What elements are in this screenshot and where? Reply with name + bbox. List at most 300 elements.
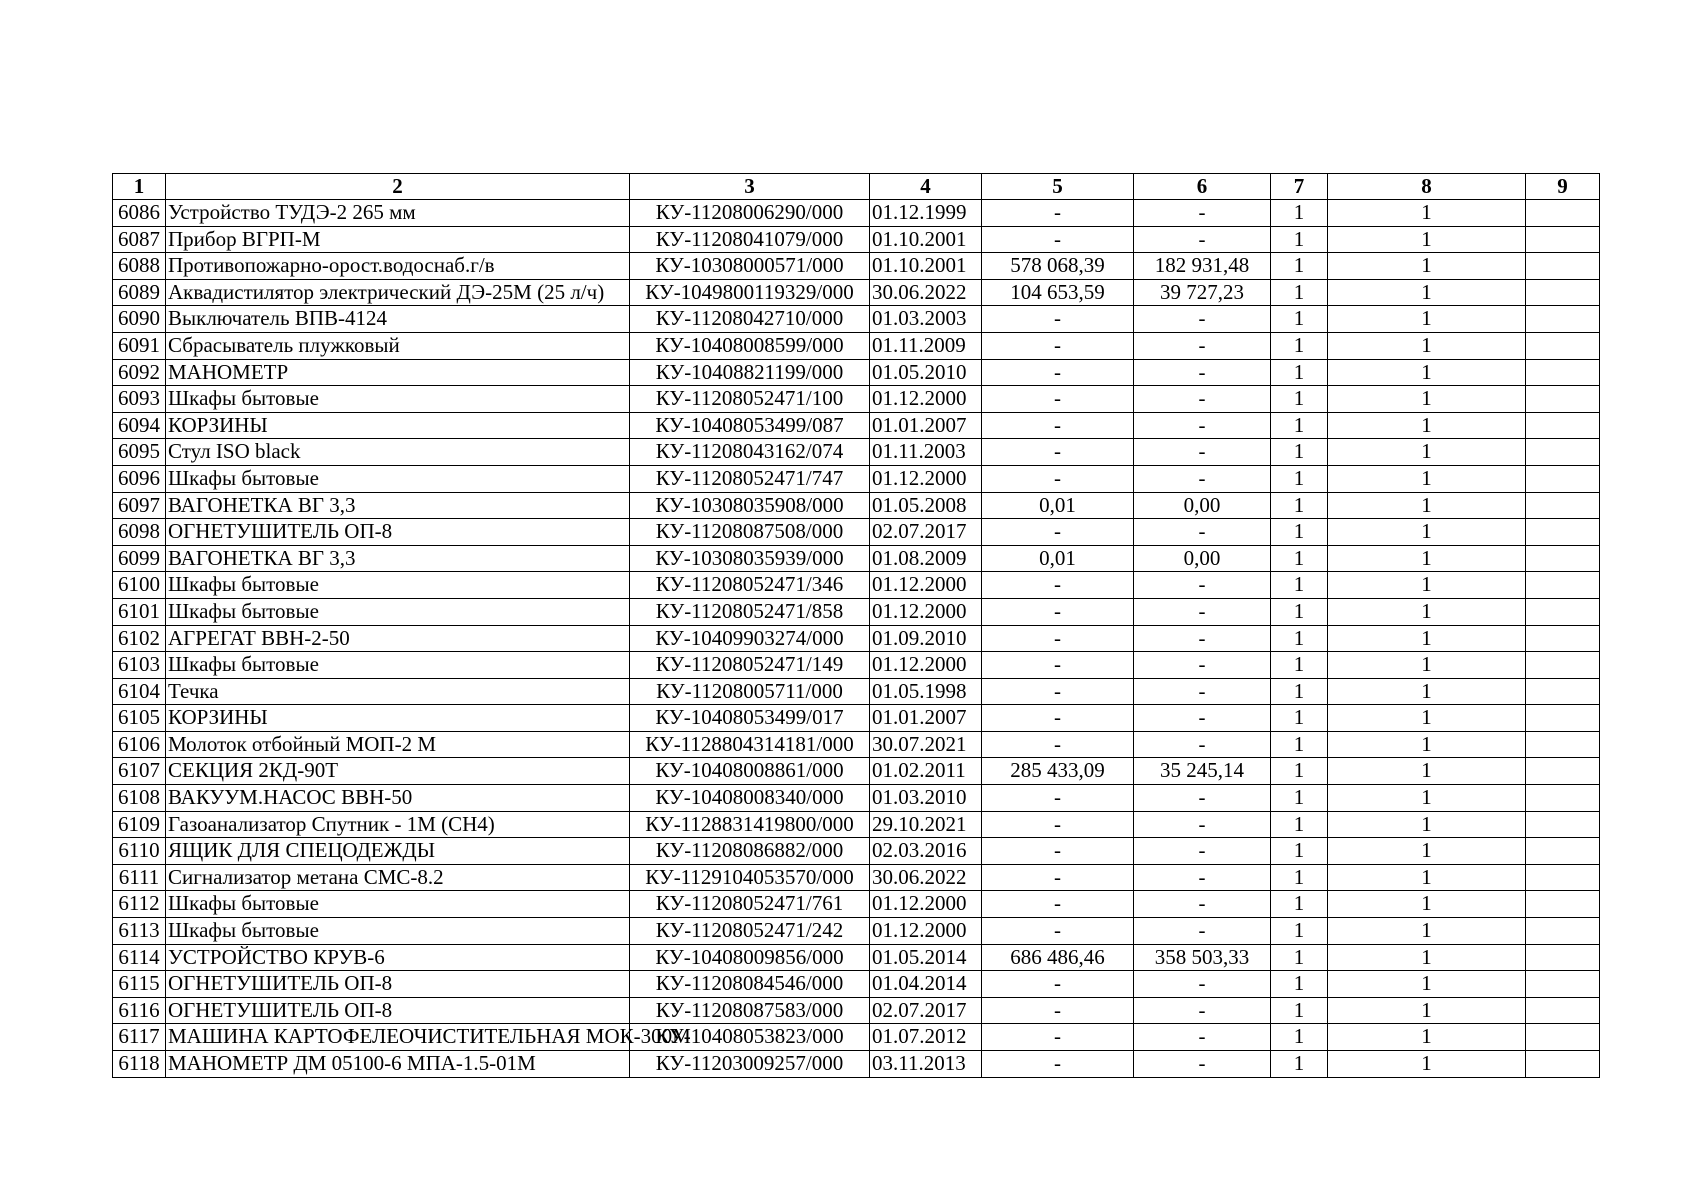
date-cell: 01.12.2000: [870, 652, 982, 679]
table-row: [113, 891, 1600, 918]
inventory-code: КУ-10409903274/000: [630, 625, 870, 652]
value-col6: -: [1134, 785, 1271, 812]
value-col9: [1526, 332, 1600, 359]
column-header: 7: [1271, 174, 1328, 200]
value-col7: 1: [1271, 332, 1328, 359]
value-col8: 1: [1328, 226, 1526, 253]
value-col6: 358 503,33: [1134, 944, 1271, 971]
value-col5: -: [982, 652, 1134, 679]
value-col7: 1: [1271, 758, 1328, 785]
date-cell: 02.03.2016: [870, 838, 982, 865]
value-col7: 1: [1271, 944, 1328, 971]
value-col8: 1: [1328, 598, 1526, 625]
row-number: 6105: [113, 705, 166, 732]
item-name: СЕКЦИЯ 2КД-90Т: [166, 758, 630, 785]
value-col7: 1: [1271, 359, 1328, 386]
value-col9: [1526, 386, 1600, 413]
value-col6: 35 245,14: [1134, 758, 1271, 785]
value-col9: [1526, 572, 1600, 599]
value-col8: 1: [1328, 652, 1526, 679]
column-header: 5: [982, 174, 1134, 200]
date-cell: 01.12.2000: [870, 891, 982, 918]
value-col7: 1: [1271, 226, 1328, 253]
date-cell: 29.10.2021: [870, 811, 982, 838]
date-cell: 01.05.2008: [870, 492, 982, 519]
value-col7: 1: [1271, 678, 1328, 705]
value-col9: [1526, 705, 1600, 732]
value-col5: -: [982, 332, 1134, 359]
date-cell: 01.03.2003: [870, 306, 982, 333]
table-row: [113, 359, 1600, 386]
value-col6: -: [1134, 918, 1271, 945]
value-col5: -: [982, 226, 1134, 253]
date-cell: 01.08.2009: [870, 545, 982, 572]
value-col9: [1526, 944, 1600, 971]
date-cell: 01.09.2010: [870, 625, 982, 652]
inventory-code: КУ-10408009856/000: [630, 944, 870, 971]
inventory-code: КУ-11208087583/000: [630, 997, 870, 1024]
row-number: 6091: [113, 332, 166, 359]
value-col6: -: [1134, 971, 1271, 998]
value-col7: 1: [1271, 386, 1328, 413]
date-cell: 01.12.2000: [870, 572, 982, 599]
column-header: 8: [1328, 174, 1526, 200]
value-col6: -: [1134, 598, 1271, 625]
inventory-code: КУ-11208042710/000: [630, 306, 870, 333]
inventory-code: КУ-10408053823/000: [630, 1024, 870, 1051]
value-col6: -: [1134, 226, 1271, 253]
value-col9: [1526, 519, 1600, 546]
value-col7: 1: [1271, 306, 1328, 333]
row-number: 6093: [113, 386, 166, 413]
item-name: Аквадистилятор электрический ДЭ-25М (25 л/ч): [166, 279, 630, 306]
value-col5: 686 486,46: [982, 944, 1134, 971]
value-col9: [1526, 492, 1600, 519]
value-col8: 1: [1328, 519, 1526, 546]
value-col8: 1: [1328, 279, 1526, 306]
value-col7: 1: [1271, 731, 1328, 758]
value-col5: -: [982, 625, 1134, 652]
value-col9: [1526, 1024, 1600, 1051]
date-cell: 01.01.2007: [870, 412, 982, 439]
value-col8: 1: [1328, 997, 1526, 1024]
value-col6: -: [1134, 412, 1271, 439]
row-number: 6113: [113, 918, 166, 945]
date-cell: 01.05.1998: [870, 678, 982, 705]
row-number: 6098: [113, 519, 166, 546]
value-col6: -: [1134, 439, 1271, 466]
item-name: Противопожарно-орост.водоснаб.г/в: [166, 253, 630, 280]
inventory-code: КУ-10408821199/000: [630, 359, 870, 386]
value-col8: 1: [1328, 705, 1526, 732]
value-col5: -: [982, 572, 1134, 599]
date-cell: 02.07.2017: [870, 997, 982, 1024]
value-col8: 1: [1328, 838, 1526, 865]
value-col5: -: [982, 200, 1134, 227]
value-col6: -: [1134, 997, 1271, 1024]
value-col9: [1526, 678, 1600, 705]
date-cell: 01.12.1999: [870, 200, 982, 227]
item-name: АГРЕГАТ ВВН-2-50: [166, 625, 630, 652]
table-row: [113, 918, 1600, 945]
table-row: [113, 997, 1600, 1024]
value-col8: 1: [1328, 785, 1526, 812]
inventory-code: КУ-11208052471/747: [630, 465, 870, 492]
item-name: ОГНЕТУШИТЕЛЬ ОП-8: [166, 997, 630, 1024]
value-col7: 1: [1271, 891, 1328, 918]
value-col7: 1: [1271, 545, 1328, 572]
value-col5: -: [982, 731, 1134, 758]
value-col9: [1526, 652, 1600, 679]
value-col5: 0,01: [982, 492, 1134, 519]
value-col7: 1: [1271, 811, 1328, 838]
value-col7: 1: [1271, 838, 1328, 865]
table-row: [113, 785, 1600, 812]
item-name: Шкафы бытовые: [166, 891, 630, 918]
value-col8: 1: [1328, 1051, 1526, 1078]
inventory-code: КУ-11208052471/858: [630, 598, 870, 625]
value-col7: 1: [1271, 997, 1328, 1024]
value-col8: 1: [1328, 412, 1526, 439]
column-header: 6: [1134, 174, 1271, 200]
row-number: 6104: [113, 678, 166, 705]
value-col5: -: [982, 838, 1134, 865]
item-name: Шкафы бытовые: [166, 918, 630, 945]
value-col9: [1526, 226, 1600, 253]
value-col7: 1: [1271, 1051, 1328, 1078]
value-col8: 1: [1328, 332, 1526, 359]
table-row: [113, 731, 1600, 758]
table-row: [113, 1051, 1600, 1078]
value-col8: 1: [1328, 386, 1526, 413]
value-col8: 1: [1328, 731, 1526, 758]
value-col5: -: [982, 306, 1134, 333]
value-col5: -: [982, 811, 1134, 838]
table-row: [113, 838, 1600, 865]
inventory-code: КУ-11208041079/000: [630, 226, 870, 253]
row-number: 6087: [113, 226, 166, 253]
value-col8: 1: [1328, 200, 1526, 227]
value-col5: -: [982, 891, 1134, 918]
inventory-table: [112, 173, 1600, 1078]
column-header: 9: [1526, 174, 1600, 200]
value-col9: [1526, 971, 1600, 998]
value-col6: -: [1134, 705, 1271, 732]
value-col6: -: [1134, 838, 1271, 865]
table-row: [113, 200, 1600, 227]
value-col9: [1526, 465, 1600, 492]
value-col6: -: [1134, 386, 1271, 413]
date-cell: 01.05.2014: [870, 944, 982, 971]
value-col6: -: [1134, 200, 1271, 227]
value-col5: -: [982, 918, 1134, 945]
item-name: Сбрасыватель плужковый: [166, 332, 630, 359]
row-number: 6097: [113, 492, 166, 519]
table-row: [113, 598, 1600, 625]
inventory-code: КУ-11208005711/000: [630, 678, 870, 705]
inventory-code: КУ-11208052471/149: [630, 652, 870, 679]
inventory-code: КУ-11208084546/000: [630, 971, 870, 998]
value-col7: 1: [1271, 492, 1328, 519]
table-row: [113, 412, 1600, 439]
value-col7: 1: [1271, 598, 1328, 625]
value-col6: -: [1134, 731, 1271, 758]
value-col8: 1: [1328, 439, 1526, 466]
value-col7: 1: [1271, 918, 1328, 945]
value-col5: -: [982, 1024, 1134, 1051]
column-header: 4: [870, 174, 982, 200]
value-col6: -: [1134, 625, 1271, 652]
value-col9: [1526, 864, 1600, 891]
value-col6: -: [1134, 652, 1271, 679]
table-row: [113, 864, 1600, 891]
inventory-sheet: [112, 173, 1599, 1078]
item-name: ОГНЕТУШИТЕЛЬ ОП-8: [166, 519, 630, 546]
inventory-code: КУ-11208052471/346: [630, 572, 870, 599]
item-name: ОГНЕТУШИТЕЛЬ ОП-8: [166, 971, 630, 998]
row-number: 6115: [113, 971, 166, 998]
value-col8: 1: [1328, 465, 1526, 492]
value-col7: 1: [1271, 625, 1328, 652]
value-col8: 1: [1328, 758, 1526, 785]
row-number: 6089: [113, 279, 166, 306]
table-row: [113, 678, 1600, 705]
item-name: Молоток отбойный МОП-2 М: [166, 731, 630, 758]
value-col5: -: [982, 1051, 1134, 1078]
value-col8: 1: [1328, 944, 1526, 971]
inventory-code: КУ-1129104053570/000: [630, 864, 870, 891]
value-col7: 1: [1271, 705, 1328, 732]
date-cell: 01.10.2001: [870, 253, 982, 280]
value-col8: 1: [1328, 971, 1526, 998]
inventory-code: КУ-10308000571/000: [630, 253, 870, 280]
row-number: 6118: [113, 1051, 166, 1078]
value-col6: -: [1134, 359, 1271, 386]
value-col9: [1526, 758, 1600, 785]
value-col9: [1526, 598, 1600, 625]
item-name: ВАГОНЕТКА ВГ 3,3: [166, 492, 630, 519]
value-col6: 0,00: [1134, 492, 1271, 519]
row-number: 6110: [113, 838, 166, 865]
value-col5: -: [982, 785, 1134, 812]
row-number: 6095: [113, 439, 166, 466]
row-number: 6107: [113, 758, 166, 785]
inventory-code: КУ-10408008340/000: [630, 785, 870, 812]
value-col8: 1: [1328, 492, 1526, 519]
date-cell: 01.10.2001: [870, 226, 982, 253]
item-name: ВАКУУМ.НАСОС ВВН-50: [166, 785, 630, 812]
table-row: [113, 332, 1600, 359]
inventory-code: КУ-11208052471/242: [630, 918, 870, 945]
value-col9: [1526, 918, 1600, 945]
value-col5: 578 068,39: [982, 253, 1134, 280]
item-name: ВАГОНЕТКА ВГ 3,3: [166, 545, 630, 572]
value-col9: [1526, 439, 1600, 466]
date-cell: 01.12.2000: [870, 465, 982, 492]
item-name: Шкафы бытовые: [166, 598, 630, 625]
row-number: 6117: [113, 1024, 166, 1051]
table-row: [113, 811, 1600, 838]
value-col9: [1526, 200, 1600, 227]
row-number: 6088: [113, 253, 166, 280]
inventory-code: КУ-11208006290/000: [630, 200, 870, 227]
date-cell: 30.06.2022: [870, 864, 982, 891]
column-header: 2: [166, 174, 630, 200]
value-col5: -: [982, 997, 1134, 1024]
inventory-code: КУ-10408008861/000: [630, 758, 870, 785]
date-cell: 01.12.2000: [870, 598, 982, 625]
value-col8: 1: [1328, 253, 1526, 280]
date-cell: 02.07.2017: [870, 519, 982, 546]
value-col6: -: [1134, 678, 1271, 705]
row-number: 6103: [113, 652, 166, 679]
value-col8: 1: [1328, 359, 1526, 386]
date-cell: 01.05.2010: [870, 359, 982, 386]
value-col5: -: [982, 519, 1134, 546]
header-row: [113, 174, 1600, 200]
value-col7: 1: [1271, 412, 1328, 439]
table-row: [113, 705, 1600, 732]
value-col5: -: [982, 705, 1134, 732]
inventory-code: КУ-11208087508/000: [630, 519, 870, 546]
value-col5: -: [982, 439, 1134, 466]
value-col9: [1526, 997, 1600, 1024]
item-name: КОРЗИНЫ: [166, 412, 630, 439]
item-name: Шкафы бытовые: [166, 386, 630, 413]
row-number: 6094: [113, 412, 166, 439]
value-col7: 1: [1271, 439, 1328, 466]
row-number: 6092: [113, 359, 166, 386]
inventory-code: КУ-10408053499/017: [630, 705, 870, 732]
value-col6: -: [1134, 1051, 1271, 1078]
value-col6: 182 931,48: [1134, 253, 1271, 280]
value-col5: 0,01: [982, 545, 1134, 572]
value-col6: -: [1134, 864, 1271, 891]
value-col6: -: [1134, 891, 1271, 918]
item-name: Шкафы бытовые: [166, 572, 630, 599]
value-col9: [1526, 545, 1600, 572]
table-row: [113, 519, 1600, 546]
item-name: МАНОМЕТР: [166, 359, 630, 386]
inventory-code: КУ-11203009257/000: [630, 1051, 870, 1078]
value-col7: 1: [1271, 652, 1328, 679]
table-row: [113, 492, 1600, 519]
date-cell: 01.01.2007: [870, 705, 982, 732]
row-number: 6086: [113, 200, 166, 227]
date-cell: 01.11.2003: [870, 439, 982, 466]
inventory-code: КУ-1128831419800/000: [630, 811, 870, 838]
value-col7: 1: [1271, 253, 1328, 280]
row-number: 6101: [113, 598, 166, 625]
value-col7: 1: [1271, 279, 1328, 306]
value-col9: [1526, 306, 1600, 333]
table-row: [113, 306, 1600, 333]
row-number: 6096: [113, 465, 166, 492]
value-col8: 1: [1328, 572, 1526, 599]
value-col9: [1526, 891, 1600, 918]
value-col8: 1: [1328, 811, 1526, 838]
value-col8: 1: [1328, 545, 1526, 572]
column-header: 3: [630, 174, 870, 200]
table-row: [113, 572, 1600, 599]
row-number: 6090: [113, 306, 166, 333]
item-name: ЯЩИК ДЛЯ СПЕЦОДЕЖДЫ: [166, 838, 630, 865]
row-number: 6116: [113, 997, 166, 1024]
value-col8: 1: [1328, 306, 1526, 333]
row-number: 6108: [113, 785, 166, 812]
table-row: [113, 758, 1600, 785]
row-number: 6111: [113, 864, 166, 891]
table-row: [113, 971, 1600, 998]
item-name: КОРЗИНЫ: [166, 705, 630, 732]
table-row: [113, 465, 1600, 492]
value-col5: -: [982, 412, 1134, 439]
row-number: 6112: [113, 891, 166, 918]
item-name: Стул ISO black: [166, 439, 630, 466]
value-col7: 1: [1271, 1024, 1328, 1051]
value-col9: [1526, 253, 1600, 280]
inventory-code: КУ-11208052471/761: [630, 891, 870, 918]
row-number: 6106: [113, 731, 166, 758]
row-number: 6109: [113, 811, 166, 838]
value-col8: 1: [1328, 678, 1526, 705]
value-col5: -: [982, 864, 1134, 891]
value-col9: [1526, 838, 1600, 865]
value-col6: -: [1134, 519, 1271, 546]
value-col5: -: [982, 359, 1134, 386]
item-name: МАШИНА КАРТОФЕЛЕОЧИСТИТЕЛЬНАЯ МОК-300М: [166, 1024, 630, 1051]
value-col5: -: [982, 971, 1134, 998]
table-row: [113, 279, 1600, 306]
value-col8: 1: [1328, 1024, 1526, 1051]
value-col6: -: [1134, 572, 1271, 599]
date-cell: 30.06.2022: [870, 279, 982, 306]
table-row: [113, 439, 1600, 466]
value-col9: [1526, 359, 1600, 386]
item-name: Течка: [166, 678, 630, 705]
value-col7: 1: [1271, 200, 1328, 227]
value-col9: [1526, 785, 1600, 812]
item-name: Шкафы бытовые: [166, 465, 630, 492]
table-row: [113, 386, 1600, 413]
value-col9: [1526, 625, 1600, 652]
table-row: [113, 625, 1600, 652]
date-cell: 01.04.2014: [870, 971, 982, 998]
item-name: Газоанализатор Спутник - 1М (СН4): [166, 811, 630, 838]
row-number: 6102: [113, 625, 166, 652]
inventory-code: КУ-10408008599/000: [630, 332, 870, 359]
value-col8: 1: [1328, 891, 1526, 918]
value-col5: 104 653,59: [982, 279, 1134, 306]
item-name: Выключатель ВПВ-4124: [166, 306, 630, 333]
table-row: [113, 944, 1600, 971]
value-col8: 1: [1328, 918, 1526, 945]
table-row: [113, 652, 1600, 679]
row-number: 6100: [113, 572, 166, 599]
value-col7: 1: [1271, 465, 1328, 492]
value-col7: 1: [1271, 864, 1328, 891]
value-col6: -: [1134, 306, 1271, 333]
inventory-code: КУ-11208086882/000: [630, 838, 870, 865]
row-number: 6114: [113, 944, 166, 971]
value-col6: -: [1134, 811, 1271, 838]
value-col9: [1526, 279, 1600, 306]
value-col6: 0,00: [1134, 545, 1271, 572]
date-cell: 30.07.2021: [870, 731, 982, 758]
inventory-code: КУ-10308035908/000: [630, 492, 870, 519]
value-col9: [1526, 731, 1600, 758]
value-col9: [1526, 811, 1600, 838]
